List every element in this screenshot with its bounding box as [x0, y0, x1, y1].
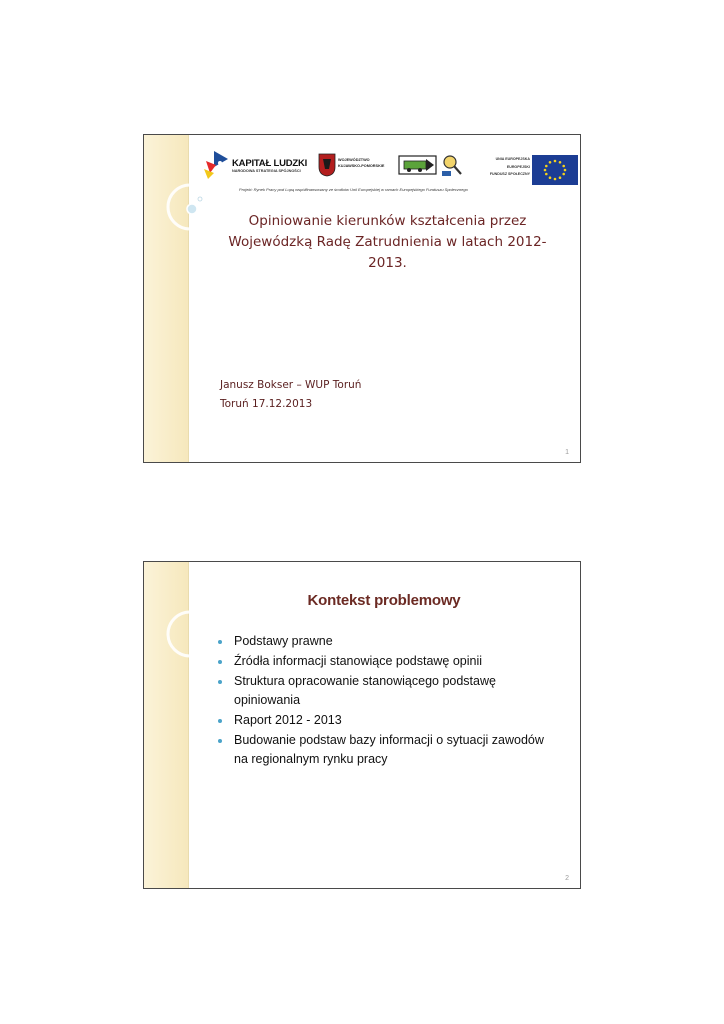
kapital-ludzki-title: KAPITAŁ LUDZKI — [232, 158, 308, 169]
slide-number: 1 — [565, 449, 569, 456]
kapital-ludzki-icon — [202, 149, 230, 179]
list-item: Struktura opracowanie stanowiącego podstawę opiniowania — [217, 672, 547, 710]
slide-1-title: Opiniowanie kierunków kształcenia przez Wojewódzką Radę Zatrudnienia w latach 2012- 2013. — [228, 213, 547, 271]
bullet-icon — [218, 660, 222, 664]
list-item: Raport 2012 - 2013 — [217, 711, 547, 730]
bullet-list — [217, 632, 547, 770]
wojewodztwo-line1: WOJEWÓDZTWO — [338, 158, 370, 162]
slide-2 — [143, 561, 581, 889]
wojewodztwo-line2: KUJAWSKO-POMORSKIE — [338, 164, 385, 168]
kapital-ludzki-logo — [202, 149, 312, 179]
list-item: Źródła informacji stanowiące podstawę opinii — [217, 652, 547, 671]
bullet-icon — [218, 719, 222, 723]
bullet-icon — [218, 640, 222, 644]
logo-bar — [202, 149, 574, 181]
list-item: Podstawy prawne — [217, 632, 547, 651]
bullet-icon — [218, 680, 222, 684]
slide-1 — [143, 134, 581, 463]
decorative-circles-icon — [166, 602, 206, 682]
eu-line2: EUROPEJSKI — [506, 165, 530, 169]
place-date: Toruń 17.12.2013 — [220, 398, 313, 410]
bullet-icon — [218, 739, 222, 743]
slide-number: 2 — [565, 875, 569, 882]
decorative-circles-icon — [166, 175, 206, 255]
kapital-ludzki-subtitle: NARODOWA STRATEGIA SPÓJNOŚCI — [232, 169, 301, 173]
eu-logo — [480, 155, 578, 181]
eu-line1: UNIA EUROPEJSKA — [495, 157, 530, 161]
bus-logo-icon — [398, 154, 438, 176]
slide-2-title: Kontekst problemowy — [307, 592, 461, 609]
author: Janusz Bokser – WUP Toruń — [220, 379, 362, 391]
eu-line3: FUNDUSZ SPOŁECZNY — [489, 172, 530, 176]
magnifier-logo-icon — [440, 154, 466, 178]
list-item: Budowanie podstaw bazy informacji o sytuacji zawodów na regionalnym rynku pracy — [217, 731, 547, 769]
eu-flag-icon — [532, 155, 578, 185]
project-caption: Projekt: Rynek Pracy pod Lupą współfinansowany ze środków Unii Europejskiej w ramach Europejskiego Funduszu Społecznego — [239, 187, 468, 192]
coat-of-arms-icon — [318, 153, 336, 177]
wojewodztwo-logo — [318, 153, 396, 179]
